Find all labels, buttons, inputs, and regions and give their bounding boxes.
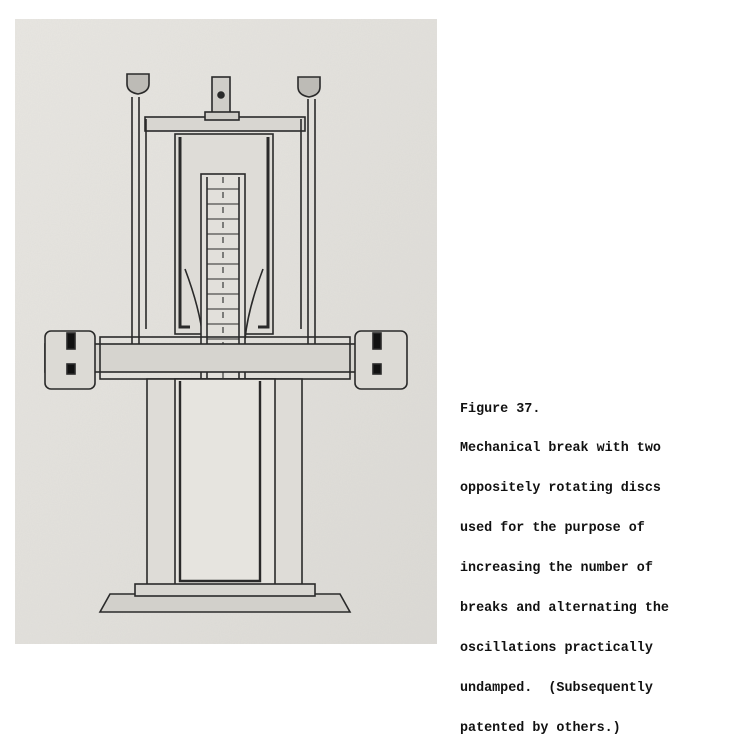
figure-caption xyxy=(460,376,748,748)
caption-line: patented by others.) xyxy=(460,720,621,736)
right-lamp xyxy=(298,77,320,97)
figure-photo xyxy=(15,19,437,644)
left-lamp xyxy=(127,74,149,94)
horizontal-axle xyxy=(45,344,405,372)
caption-line: Mechanical break with two xyxy=(460,441,661,457)
caption-line: breaks and alternating the xyxy=(460,601,669,617)
caption-line: oscillations practically xyxy=(460,640,653,656)
caption-line: used for the purpose of xyxy=(460,521,645,537)
caption-line: oppositely rotating discs xyxy=(460,481,661,497)
mechanical-break-drawing xyxy=(15,19,437,644)
caption-line: undamped. (Subsequently xyxy=(460,680,653,696)
caption-line: increasing the number of xyxy=(460,561,653,577)
caption-title: Figure 37. xyxy=(460,401,541,417)
